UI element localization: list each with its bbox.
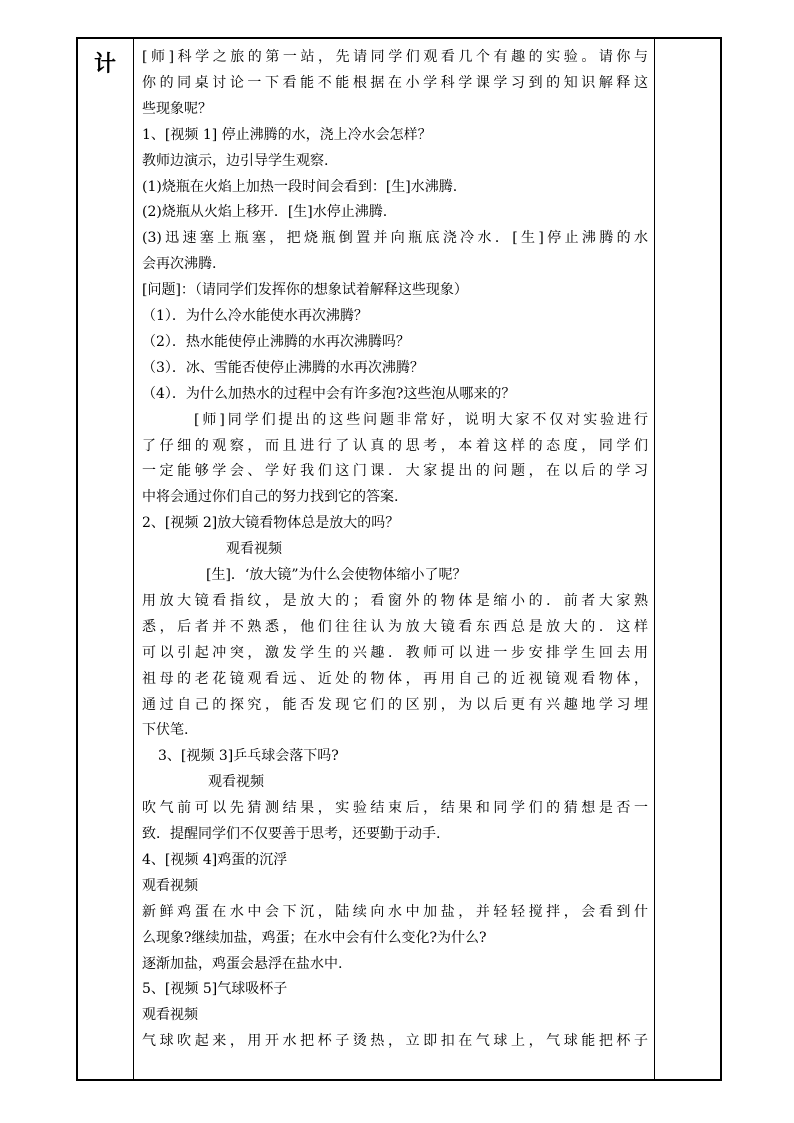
row-label: 计 <box>94 52 117 77</box>
text-line: (1)烧瓶在火焰上加热一段时间会看到：[生]水沸腾. <box>142 178 458 195</box>
text-line: 观看视频 <box>142 1007 198 1024</box>
text-line: 新鲜鸡蛋在水中会下沉，陆续向水中加盐，并轻轻搅拌，会看到什 <box>142 903 648 920</box>
text-line: （2）．热水能使停止沸腾的水再次沸腾吗？ <box>142 333 410 350</box>
text-line: 了仔细的观察，而且进行了认真的思考，本着这样的态度，同学们 <box>142 437 648 454</box>
text-line: 3、[视频 3]乒乓球会落下吗? <box>158 748 339 765</box>
text-line: 致．提醒同学们不仅要善于思考，还要勤于动手. <box>142 826 441 842</box>
text-line: 你的同桌讨论一下看能不能根据在小学科学课学习到的知识解释这 <box>142 74 648 91</box>
text-line: 观看视频 <box>142 877 198 894</box>
text-line: （1）．为什么冷水能使水再次沸腾？ <box>142 308 368 324</box>
text-line: 吹气前可以先猜测结果，实验结束后，结果和同学们的猜想是否一 <box>142 800 648 817</box>
text-line: 逐渐加盐，鸡蛋会悬浮在盐水中. <box>142 955 343 972</box>
text-line: 观看视频 <box>208 774 264 791</box>
text-line: (3)迅速塞上瓶塞，把烧瓶倒置并向瓶底浇冷水．[生]停止沸腾的水 <box>142 230 648 247</box>
text-line: 2、[视频 2]放大镜看物体总是放大的吗？ <box>142 515 400 532</box>
text-line: 么现象?继续加盐，鸡蛋；在水中会有什么变化?为什么? <box>142 929 487 946</box>
text-line: 气球吹起来，用开水把杯子烫热，立即扣在气球上，气球能把杯子 <box>142 1033 648 1050</box>
text-line: 会再次沸腾. <box>142 256 217 273</box>
text-line: 些现象呢？ <box>142 100 212 117</box>
text-line: [问题]：（请同学们发挥你的想象试着解释这些现象） <box>142 282 468 299</box>
text-line: (2)烧瓶从火焰上移开．[生]水停止沸腾. <box>142 204 388 221</box>
column-divider-left <box>133 39 134 1079</box>
column-divider-right <box>654 39 655 1079</box>
text-line: （4）．为什么加热水的过程中会有许多泡?这些泡从哪来的？ <box>142 385 516 402</box>
text-line: 祖母的老花镜观看远、近处的物体，再用自己的近视镜观看物体， <box>142 670 648 687</box>
text-line: [师]科学之旅的第一站，先请同学们观看几个有趣的实验。请你与 <box>142 49 648 65</box>
text-line: 中将会通过你们自己的努力找到它的答案. <box>142 489 399 506</box>
lesson-table <box>76 37 722 1081</box>
text-line: 观看视频 <box>226 541 282 558</box>
text-line: 可以引起冲突，激发学生的兴趣．教师可以进一步安排学生回去用 <box>142 644 648 661</box>
text-line: 用放大镜看指纹，是放大的；看窗外的物体是缩小的．前者大家熟 <box>142 592 648 609</box>
text-line: 下伏笔. <box>142 722 189 739</box>
text-line: 5、[视频 5]气球吸杯子 <box>142 981 288 998</box>
text-line: 1、[视频 1] 停止沸腾的水，浇上冷水会怎样？ <box>142 126 432 143</box>
text-line: 通过自己的探究，能否发现它们的区别，为以后更有兴趣地学习埋 <box>142 696 648 713</box>
text-line: （3）．冰、雪能否使停止沸腾的水再次沸腾？ <box>142 359 424 376</box>
text-line: 4、[视频 4]鸡蛋的沉浮 <box>142 851 288 868</box>
text-line: [师]同学们提出的这些问题非常好，说明大家不仅对实验进行 <box>194 411 648 428</box>
text-line: [生]．‘放大镜”为什么会使物体缩小了呢？ <box>206 567 467 583</box>
text-line: 一定能够学会、学好我们这门课．大家提出的问题，在以后的学习 <box>142 463 648 480</box>
text-line: 悉，后者并不熟悉，他们往往认为放大镜看东西总是放大的．这样 <box>142 618 648 635</box>
text-line: 教师边演示，边引导学生观察. <box>142 152 329 169</box>
